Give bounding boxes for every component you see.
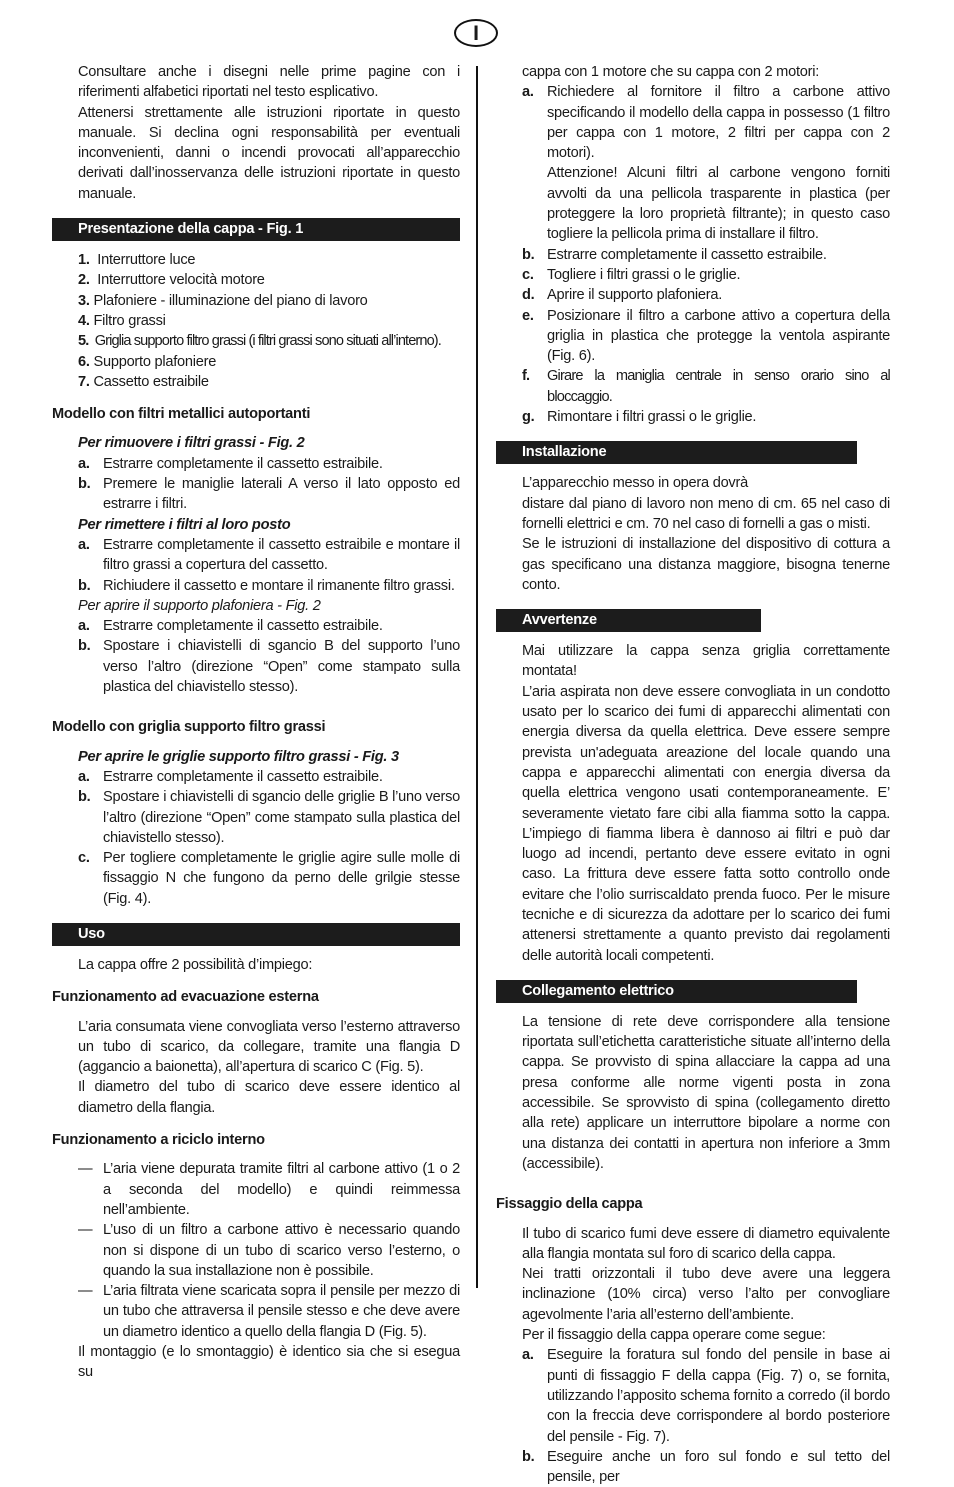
list-item: a. Estrarre completamente il cassetto estraibile e montare il filtro grassi a copertura del cassetto. bbox=[78, 536, 460, 574]
section-heading-presentazione: Presentazione della cappa - Fig. 1 bbox=[52, 218, 460, 241]
subheading-metallici: Modello con filtri metallici autoportanti bbox=[52, 406, 311, 423]
list-item: b. Premere le maniglie laterali A verso il lato opposto ed estrarre i filtri. bbox=[78, 476, 460, 513]
list-item: 6. Supporto plafoniere bbox=[78, 353, 217, 370]
list-item: 4. Filtro grassi bbox=[78, 312, 166, 329]
installazione-paragraph-1: L’apparecchio messo in opera dovrà bbox=[522, 475, 748, 492]
list-item: g. Rimontare i filtri grassi o le griglie. bbox=[522, 409, 757, 426]
list-item: c. Togliere i filtri grassi o le griglie. bbox=[522, 266, 741, 283]
list-item: a. Estrarre completamente il cassetto estraibile. bbox=[78, 455, 383, 472]
list-item: a. Richiedere al fornitore il filtro a carbone attivo specificando il modello della cappa in possesso (1 filtro per cappa con 1 motore, 2 filtri per cappa con 2 motori). Attenzione! Alcuni filtri al carbone vengono forniti avvolti da una pellicola trasparente in plastica (per proteggere la loro proprietà filtrante); in questo caso togliere la pellicola prima di installare il filtro. bbox=[522, 84, 890, 243]
subheading-riciclo: Funzionamento a riciclo interno bbox=[52, 1132, 265, 1149]
rimuovere-title: Per rimuovere i filtri grassi - Fig. 2 bbox=[78, 435, 305, 452]
list-item: 1. Interruttore luce bbox=[78, 252, 196, 269]
intro-paragraph-2: Attenersi strettamente alle istruzioni riportate in questo manuale. Si declina ogni responsabilità per eventuali inconvenienti, danni o incendi provocati all’apparecchio derivati dall’inosservanza delle istruzioni riportate in questo manuale. bbox=[78, 104, 460, 202]
intro-paragraph-1: Consultare anche i disegni nelle prime pagine con i riferimenti alfabetici riportati nel testo esplicativo. bbox=[78, 64, 460, 101]
list-item: 3. Plafoniere - illuminazione del piano di lavoro bbox=[78, 292, 368, 309]
list-item: b. Spostare i chiavistelli di sgancio delle griglie B l’uno verso l’altro (direzione “Open” come stampato sulla plastica del chiavistello stesso). bbox=[78, 789, 460, 846]
installazione-paragraph-2: distare dal piano di lavoro non meno di cm. 65 nel caso di fornelli elettrici e cm. 70 nel caso di fornelli a gas o misti. bbox=[522, 495, 890, 532]
list-item: c. Per togliere completamente le griglie agire sulle molle di fissaggio N che fungono da perno delle grilgie stesse (Fig. 4). bbox=[78, 850, 460, 907]
plafoniera-title: Per aprire il supporto plafoniera - Fig. 2 bbox=[78, 597, 321, 614]
column-divider bbox=[476, 66, 478, 1288]
section-heading-avvertenze: Avvertenze bbox=[496, 609, 761, 632]
list-item: — L’aria filtrata viene scaricata sopra il pensile per mezzo di un tubo che attraversa il pensile stesso e che deve avere un diametro identico a quello della flangia D (Fig. 5). bbox=[78, 1283, 460, 1340]
avvertenze-paragraph-1: Mai utilizzare la cappa senza griglia correttamente montata! bbox=[522, 643, 890, 680]
presentazione-list bbox=[52, 250, 460, 392]
list-item: — L’uso di un filtro a carbone attivo è necessario quando non si dispone di un tubo di scarico verso l’esterno, o quando la sua installazione non è possibile. bbox=[78, 1222, 460, 1279]
list-item: b. Spostare i chiavistelli di sgancio B del supporto l’uno verso l’altro (direzione “Open” come stampato sulla plastica del chiavistello stesso). bbox=[78, 638, 460, 696]
subheading-evacuazione: Funzionamento ad evacuazione esterna bbox=[52, 989, 319, 1006]
collegamento-paragraph: La tensione di rete deve corrispondere alla tensione riportata sull’etichetta caratteristiche situate all’interno della cappa. Se provvisto di spina allacciare la cappa ad una presa conforme alle norme vigenti posta in zona accessibile. Se sprovvisto di spina (collegamento diretto alla rete) applicare un interruttore bipolare a norme con una distanza dei contatti in apertura non inferiore a 3mm (accessibile). bbox=[522, 1013, 890, 1172]
section-heading-collegamento: Collegamento elettrico bbox=[496, 980, 857, 1003]
list-item: 5. Griglia supporto filtro grassi (i filtri grassi sono situati all’interno). bbox=[78, 333, 441, 350]
fissaggio-paragraph-1: Il tubo di scarico fumi deve essere di diametro equivalente alla flangia montata sul foro di scarico della cappa. bbox=[522, 1225, 890, 1262]
list-item: 2. Interruttore velocità motore bbox=[78, 272, 265, 289]
fissaggio-paragraph-2: Nei tratti orizzontali il tubo deve avere una leggera inclinazione (10% circa) verso l’alto per convogliare agevolmente l’aria all’esterno dell’ambiente. bbox=[522, 1266, 890, 1323]
rimettere-title: Per rimettere i filtri al loro posto bbox=[78, 516, 291, 533]
subheading-griglia: Modello con griglia supporto filtro grassi bbox=[52, 719, 326, 736]
continuation-text: cappa con 1 motore che su cappa con 2 motori: bbox=[522, 64, 820, 80]
list-item: d. Aprire il supporto plafoniera. bbox=[522, 287, 723, 304]
list-item: b. Eseguire anche un foro sul fondo e sul tetto del pensile, per bbox=[522, 1448, 890, 1486]
subheading-fissaggio: Fissaggio della cappa bbox=[496, 1196, 643, 1213]
list-item: 7. Cassetto estraibile bbox=[78, 373, 209, 390]
section-heading-uso: Uso bbox=[52, 923, 460, 946]
list-item: a. Eseguire la foratura sul fondo del pensile in base ai punti di fissaggio F della cappa (Fig. 7) o, se fornita, utilizzando l’apposito schema fornito a corredo (il bordo con la freccia deve corrispondere al bordo posteriore del pensile - Fig. 7). bbox=[522, 1347, 890, 1445]
left-column bbox=[52, 62, 460, 1383]
fissaggio-paragraph-3: Per il fissaggio della cappa operare come segue: bbox=[522, 1327, 826, 1344]
list-item: b. Richiudere il cassetto e montare il rimanente filtro grassi. bbox=[78, 577, 455, 594]
griglia-title: Per aprire le griglie supporto filtro grassi - Fig. 3 bbox=[78, 748, 399, 765]
evacuazione-paragraph-2: Il diametro del tubo di scarico deve essere identico al diametro della flangia. bbox=[78, 1079, 460, 1116]
uso-text: La cappa offre 2 possibilità d’impiego: bbox=[78, 956, 313, 973]
list-item: b. Estrarre completamente il cassetto estraibile. bbox=[522, 246, 827, 263]
right-column bbox=[496, 62, 890, 1487]
evacuazione-paragraph-1: L’aria consumata viene convogliata verso l’esterno attraverso un tubo di scarico, da collegare, tramite una flangia D (aggancio a baionetta), all’apertura di scarico C (Fig. 5). bbox=[78, 1018, 460, 1076]
avvertenze-paragraph-2: L’aria aspirata non deve essere convogliata in un condotto usato per lo scarico dei fumi di apparecchi alimentati con energia diversa da quella elettrica. Deve essere sempre prevista un'adeguata areazione del locale quando una cappa e apparecchi alimentati con energia diversa da quella elettrica vengono usati contemporaneamente. E’ severamente vietato fare cibi alla fiamma sotto la cappa. L’impiego di fiamma libera è dannoso ai filtri e può dar luogo ad incendi, pertanto deve essere evitato in ogni caso. La frittura deve essere fatta sotto controllo onde evitare che l’olio surriscaldato prenda fuoco. Per le misure tecniche e di sicurezza da adottare per lo scarico dei fumi attenersi strettamente a quanto previsto dai regolamenti delle autorità locali competenti. bbox=[522, 683, 890, 964]
list-item: f. Girare la maniglia centrale in senso orario sino al bloccaggio. bbox=[522, 368, 890, 405]
list-item: — L’aria viene depurata tramite filtri al carbone attivo (1 o 2 a seconda del modello) e quindi reimmessa nell’ambiente. bbox=[78, 1161, 460, 1218]
section-heading-installazione: Installazione bbox=[496, 441, 857, 464]
list-item: a. Estrarre completamente il cassetto estraibile. bbox=[78, 618, 383, 635]
installazione-paragraph-3: Se le istruzioni di installazione del dispositivo di cottura a gas specificano una distanza maggiore, bisogna tenerne conto. bbox=[522, 536, 890, 593]
list-item: a. Estrarre completamente il cassetto estraibile. bbox=[78, 768, 383, 785]
riciclo-closing: Il montaggio (e lo smontaggio) è identico sia che si esegua su bbox=[78, 1344, 460, 1381]
language-badge: I bbox=[454, 19, 498, 47]
list-item: e. Posizionare il filtro a carbone attivo a copertura della griglia in plastica che protegge la ventola aspirante (Fig. 6). bbox=[522, 307, 890, 365]
